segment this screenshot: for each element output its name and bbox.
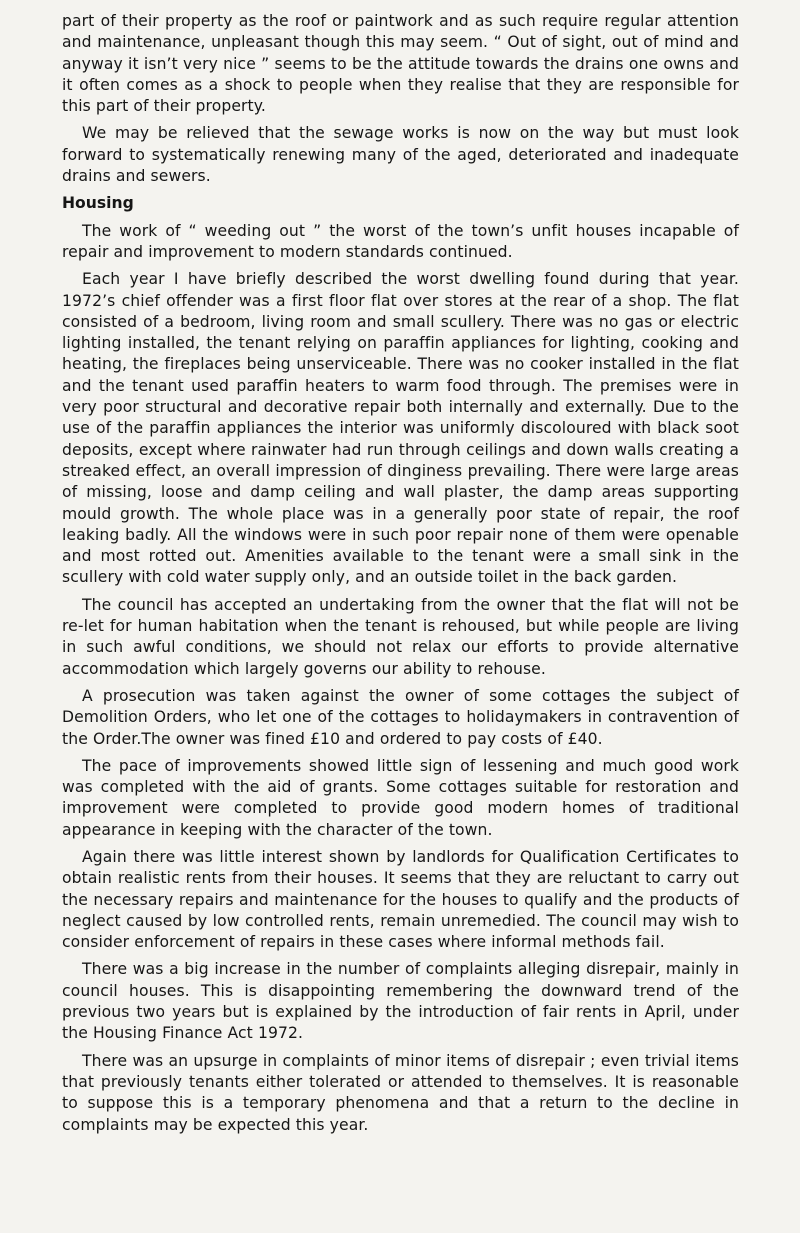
- paragraph-improvements: The pace of improvements showed little sign of lessening and much good work was completed with the aid of grants. Some cottages suitable for restoration and improvement were completed to provide good modern homes of traditional appearance in keeping with the character of the town.: [62, 756, 739, 839]
- paragraph-complaints-increase: There was a big increase in the number of complaints alleging disrepair, mainly in council houses. This is disappointing remembering the downward trend of the previous two years but is explained by the introduction of fair rents in April, under the Housing Finance Act 1972.: [62, 960, 739, 1043]
- section-heading-housing: Housing: [62, 194, 134, 213]
- paragraph-complaints-upsurge: There was an upsurge in complaints of minor items of disrepair ; even trivial items that previously tenants either tolerated or attended to themselves. It is reasonable to suppose this is a temporary phenomena and that a return to the decline in complaints may be expected this year.: [62, 1051, 739, 1134]
- paragraph-council-undertaking: The council has accepted an undertaking from the owner that the flat will not be re-let for human habitation when the tenant is rehoused, but while people are living in such awful conditions, we should not relax our efforts to provide alternative accommodation which largely governs our ability to rehouse.: [62, 595, 739, 678]
- paragraph-weeding-out: The work of “ weeding out ” the worst of the town’s unfit houses incapable of repair and improvement to modern standards continued.: [62, 221, 739, 261]
- paragraph-drains-responsibility: part of their property as the roof or paintwork and as such require regular attention and maintenance, unpleasant though this may seem. “ Out of sight, out of mind and anyway it isn’t very nice ” seems to be the attitude towards the drains one owns and it often comes as a shock to people when they realise that they are responsible for this part of their property.: [62, 12, 739, 116]
- paragraph-prosecution: A prosecution was taken against the owner of some cottages the subject of Demolition Orders, who let one of the cottages to holidaymakers in contravention of the Order.The owner was fined £10 and ordered to pay costs of £40.: [62, 686, 739, 748]
- paragraph-worst-dwelling: Each year I have briefly described the worst dwelling found during that year. 1972’s chief offender was a first floor flat over stores at the rear of a shop. The flat consisted of a bedroom, living room and small scullery. There was no gas or electric lighting installed, the tenant relying on paraffin appliances for lighting, cooking and heating, the fireplaces being unserviceable. There was no cooker installed in the flat and the tenant used paraffin heaters to warm food through. The premises were in very poor structural and decorative repair both internally and externally. Due to the use of the paraffin appliances the interior was uniformly discoloured with black soot deposits, except where rainwater had run through ceilings and down walls creating a streaked effect, an overall impression of dinginess prevailing. There were large areas of missing, loose and damp ceiling and wall plaster, the damp areas supporting mould growth. The whole place was in a generally poor state of repair, the roof leaking badly. All the windows were in such poor repair none of them were openable and most rotted out. Amenities available to the tenant were a small sink in the scullery with cold water supply only, and an outside toilet in the back garden.: [62, 270, 739, 587]
- paragraph-qualification-certificates: Again there was little interest shown by landlords for Qualification Certificates to obtain realistic rents from their houses. It seems that they are reluctant to carry out the necessary repairs and maintenance for the houses to qualify and the products of neglect caused by low controlled rents, remain unremedied. The council may wish to consider enforcement of repairs in these cases where informal methods fail.: [62, 847, 739, 952]
- paragraph-sewage-works: We may be relieved that the sewage works is now on the way but must look forward to systematically renewing many of the aged, deteriorated and inadequate drains and sewers.: [62, 124, 739, 186]
